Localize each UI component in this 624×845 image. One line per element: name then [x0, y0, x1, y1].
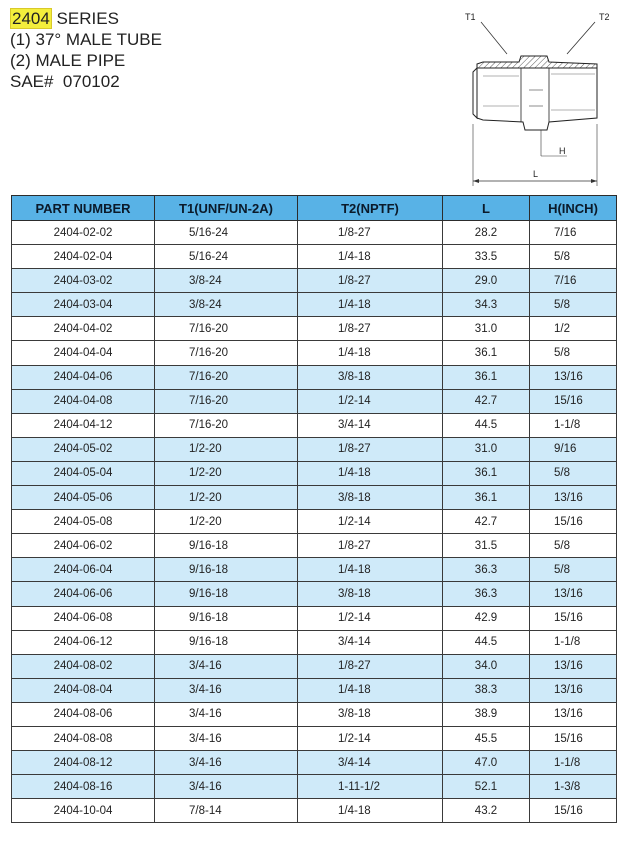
table-row: [12, 365, 617, 389]
table-row: [12, 558, 617, 582]
table-row: [12, 437, 617, 461]
length-cell: 36.1: [443, 461, 530, 485]
length-cell: 36.1: [443, 486, 530, 510]
table-row: [12, 534, 617, 558]
t2-thread-cell: 1/8-27: [298, 534, 443, 558]
hex-size-cell: 15/16: [530, 799, 617, 823]
table-row: [12, 221, 617, 245]
table-row: [12, 751, 617, 775]
length-cell: 42.7: [443, 510, 530, 534]
t2-thread-cell: 1/2-14: [298, 606, 443, 630]
t1-thread-cell: 9/16-18: [155, 558, 298, 582]
h-label: H: [559, 146, 566, 156]
t1-thread-cell: 1/2-20: [155, 437, 298, 461]
t2-thread-cell: 1/4-18: [298, 293, 443, 317]
table-row: [12, 486, 617, 510]
table-row: [12, 654, 617, 678]
part-number-cell: 2404-10-04: [12, 799, 155, 823]
table-row: [12, 702, 617, 726]
t1-thread-cell: 3/4-16: [155, 654, 298, 678]
hex-size-cell: 13/16: [530, 365, 617, 389]
hex-size-cell: 7/16: [530, 221, 617, 245]
t2-thread-cell: 1/2-14: [298, 510, 443, 534]
t1-thread-cell: 1/2-20: [155, 486, 298, 510]
hex-size-cell: 1-3/8: [530, 775, 617, 799]
t2-thread-cell: 1/2-14: [298, 389, 443, 413]
hex-size-cell: 5/8: [530, 461, 617, 485]
column-header-part-number: PART NUMBER: [12, 196, 155, 221]
fitting-section-upper: [477, 56, 597, 68]
hex-size-cell: 1/2: [530, 317, 617, 341]
length-cell: 47.0: [443, 751, 530, 775]
t2-thread-cell: 1/8-27: [298, 437, 443, 461]
t2-thread-cell: 3/8-18: [298, 702, 443, 726]
t1-thread-cell: 1/2-20: [155, 461, 298, 485]
table-row: [12, 293, 617, 317]
t2-label: T2: [599, 12, 610, 22]
part-number-cell: 2404-06-04: [12, 558, 155, 582]
part-number-cell: 2404-04-12: [12, 413, 155, 437]
length-cell: 28.2: [443, 221, 530, 245]
part-number-cell: 2404-05-04: [12, 461, 155, 485]
part-number-cell: 2404-02-02: [12, 221, 155, 245]
part-number-cell: 2404-08-02: [12, 654, 155, 678]
length-cell: 38.9: [443, 702, 530, 726]
column-header-h: H(INCH): [530, 196, 617, 221]
hex-size-cell: 15/16: [530, 389, 617, 413]
t1-thread-cell: 9/16-18: [155, 630, 298, 654]
length-cell: 36.1: [443, 365, 530, 389]
t1-thread-cell: 3/4-16: [155, 678, 298, 702]
hex-size-cell: 15/16: [530, 606, 617, 630]
table-row: [12, 269, 617, 293]
table-row: [12, 341, 617, 365]
part-number-cell: 2404-03-04: [12, 293, 155, 317]
hex-size-cell: 5/8: [530, 534, 617, 558]
t2-thread-cell: 1/4-18: [298, 799, 443, 823]
length-cell: 29.0: [443, 269, 530, 293]
part-number-cell: 2404-04-02: [12, 317, 155, 341]
t1-thread-cell: 3/4-16: [155, 751, 298, 775]
table-row: [12, 510, 617, 534]
t1-thread-cell: 7/16-20: [155, 341, 298, 365]
part-number-cell: 2404-06-06: [12, 582, 155, 606]
hex-size-cell: 13/16: [530, 486, 617, 510]
t2-leader: [567, 22, 595, 54]
hex-size-cell: 15/16: [530, 510, 617, 534]
t2-thread-cell: 1/4-18: [298, 341, 443, 365]
table-row: [12, 678, 617, 702]
t2-thread-cell: 1/4-18: [298, 678, 443, 702]
t1-thread-cell: 5/16-24: [155, 221, 298, 245]
part-number-cell: 2404-05-02: [12, 437, 155, 461]
length-cell: 36.1: [443, 341, 530, 365]
t2-thread-cell: 1/4-18: [298, 461, 443, 485]
hex-size-cell: 5/8: [530, 341, 617, 365]
fitting-diagram: [455, 6, 620, 191]
length-cell: 42.7: [443, 389, 530, 413]
part-number-cell: 2404-06-12: [12, 630, 155, 654]
part-number-cell: 2404-02-04: [12, 245, 155, 269]
length-cell: 45.5: [443, 726, 530, 750]
length-cell: 38.3: [443, 678, 530, 702]
column-header-t1: T1(UNF/UN-2A): [155, 196, 298, 221]
t1-thread-cell: 5/16-24: [155, 245, 298, 269]
part-number-cell: 2404-05-06: [12, 486, 155, 510]
table-header-row: [12, 196, 617, 221]
t2-thread-cell: 1/4-18: [298, 245, 443, 269]
part-number-cell: 2404-04-06: [12, 365, 155, 389]
t2-thread-cell: 3/4-14: [298, 751, 443, 775]
t2-thread-cell: 1/2-14: [298, 726, 443, 750]
t1-label: T1: [465, 12, 476, 22]
t1-thread-cell: 9/16-18: [155, 606, 298, 630]
table-row: [12, 461, 617, 485]
t1-thread-cell: 7/8-14: [155, 799, 298, 823]
t2-thread-cell: 1/8-27: [298, 654, 443, 678]
t1-thread-cell: 3/4-16: [155, 702, 298, 726]
hex-size-cell: 1-1/8: [530, 413, 617, 437]
part-number-cell: 2404-08-12: [12, 751, 155, 775]
length-cell: 42.9: [443, 606, 530, 630]
t2-thread-cell: 3/8-18: [298, 582, 443, 606]
length-cell: 33.5: [443, 245, 530, 269]
part-number-cell: 2404-08-06: [12, 702, 155, 726]
hex-size-cell: 13/16: [530, 654, 617, 678]
t2-thread-cell: 1/4-18: [298, 558, 443, 582]
hex-size-cell: 7/16: [530, 269, 617, 293]
hex-size-cell: 15/16: [530, 726, 617, 750]
table-row: [12, 317, 617, 341]
length-cell: 31.0: [443, 437, 530, 461]
hex-size-cell: 13/16: [530, 678, 617, 702]
series-label: SERIES: [51, 9, 119, 28]
hex-size-cell: 5/8: [530, 558, 617, 582]
sae-number: SAE# 070102: [10, 72, 120, 91]
series-title: [10, 8, 162, 29]
t1-thread-cell: 7/16-20: [155, 365, 298, 389]
hex-size-cell: 13/16: [530, 582, 617, 606]
length-cell: 36.3: [443, 582, 530, 606]
part-number-cell: 2404-04-08: [12, 389, 155, 413]
part-number-cell: 2404-04-04: [12, 341, 155, 365]
hex-size-cell: 5/8: [530, 293, 617, 317]
t2-thread-cell: 3/8-18: [298, 486, 443, 510]
part-number-cell: 2404-08-16: [12, 775, 155, 799]
column-header-t2: T2(NPTF): [298, 196, 443, 221]
series-code-highlight: 2404: [12, 9, 50, 28]
table-row: [12, 245, 617, 269]
length-cell: 34.3: [443, 293, 530, 317]
part-number-cell: 2404-05-08: [12, 510, 155, 534]
table-row: [12, 775, 617, 799]
flare-nose: [473, 68, 477, 118]
hex-size-cell: 9/16: [530, 437, 617, 461]
length-cell: 31.0: [443, 317, 530, 341]
t1-thread-cell: 7/16-20: [155, 389, 298, 413]
hex-size-cell: 5/8: [530, 245, 617, 269]
table-row: [12, 799, 617, 823]
t1-thread-cell: 9/16-18: [155, 582, 298, 606]
t2-thread-cell: 1/8-27: [298, 269, 443, 293]
column-header-l: L: [443, 196, 530, 221]
table-row: [12, 582, 617, 606]
length-cell: 44.5: [443, 413, 530, 437]
t2-thread-cell: 1-11-1/2: [298, 775, 443, 799]
table-row: [12, 630, 617, 654]
specifications-table: [11, 195, 617, 823]
hex-size-cell: 1-1/8: [530, 630, 617, 654]
t1-thread-cell: 3/4-16: [155, 775, 298, 799]
hex-size-cell: 13/16: [530, 702, 617, 726]
table-row: [12, 606, 617, 630]
length-cell: 44.5: [443, 630, 530, 654]
length-cell: 31.5: [443, 534, 530, 558]
t1-thread-cell: 7/16-20: [155, 413, 298, 437]
table-body: [12, 221, 617, 823]
fitting-body: [477, 68, 597, 130]
series-header: [10, 8, 162, 92]
length-cell: 43.2: [443, 799, 530, 823]
t1-thread-cell: 3/8-24: [155, 269, 298, 293]
part-number-cell: 2404-03-02: [12, 269, 155, 293]
t1-thread-cell: 1/2-20: [155, 510, 298, 534]
t1-thread-cell: 9/16-18: [155, 534, 298, 558]
t1-thread-cell: 3/4-16: [155, 726, 298, 750]
tube-description: (1) 37° MALE TUBE: [10, 30, 162, 49]
hex-size-cell: 1-1/8: [530, 751, 617, 775]
t1-leader: [481, 22, 507, 54]
part-number-cell: 2404-08-08: [12, 726, 155, 750]
l-label: L: [533, 169, 539, 179]
length-cell: 36.3: [443, 558, 530, 582]
t2-thread-cell: 3/8-18: [298, 365, 443, 389]
table-row: [12, 726, 617, 750]
t2-thread-cell: 3/4-14: [298, 413, 443, 437]
table-row: [12, 389, 617, 413]
pipe-description: (2) MALE PIPE: [10, 51, 126, 70]
length-cell: 52.1: [443, 775, 530, 799]
part-number-cell: 2404-06-02: [12, 534, 155, 558]
length-cell: 34.0: [443, 654, 530, 678]
t1-thread-cell: 3/8-24: [155, 293, 298, 317]
part-number-cell: 2404-08-04: [12, 678, 155, 702]
t1-thread-cell: 7/16-20: [155, 317, 298, 341]
table-row: [12, 413, 617, 437]
t2-thread-cell: 1/8-27: [298, 317, 443, 341]
t2-thread-cell: 1/8-27: [298, 221, 443, 245]
t2-thread-cell: 3/4-14: [298, 630, 443, 654]
part-number-cell: 2404-06-08: [12, 606, 155, 630]
